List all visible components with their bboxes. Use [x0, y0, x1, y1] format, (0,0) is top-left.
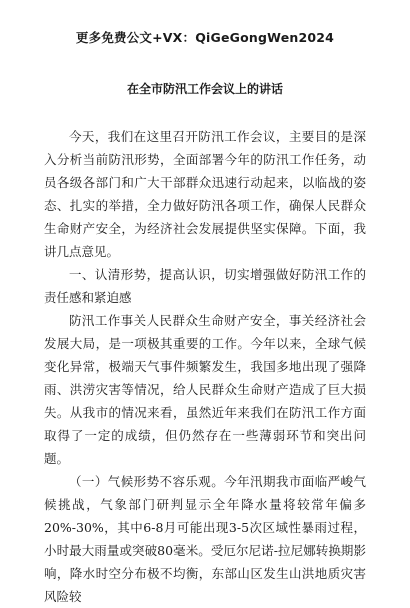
document-body	[44, 125, 366, 608]
paragraph-intro: 今天，我们在这里召开防汛工作会议，主要目的是深入分析当前防汛形势，全面部署今年的防汛工作任务，动员各级各部门和广大干部群众迅速行动起来，以临战的姿态、扎实的举措，全力做好防汛各项工作，确保人民群众生命财产安全，为经济社会发展提供坚实保障。下面，我讲几点意见。	[44, 129, 366, 259]
paragraph-section-1: 防汛工作事关人民群众生命财产安全，事关经济社会发展大局，是一项极其重要的工作。今年以来，全球气候变化异常，极端天气事件频繁发生，我国多地出现了强降雨、洪涝灾害等情况，给人民群众生命财产造成了巨大损失。从我市的情况来看，虽然近年来我们在防汛工作方面取得了一定的成绩，但仍然存在一些薄弱环节和突出问题。	[44, 313, 366, 466]
paragraph-subsection-1: （一）气候形势不容乐观。今年汛期我市面临严峻气候挑战，气象部门研判显示全年降水量将较常年偏多20%-30%，其中6-8月可能出现3-5次区域性暴雨过程，小时最大雨量或突破80毫米。受厄尔尼诺-拉尼娜转换期影响，降水时空分布极不均衡，东部山区发生山洪地质灾害风险较	[44, 474, 366, 604]
section-heading-1: 一、认清形势，提高认识，切实增强做好防汛工作的责任感和紧迫感	[44, 267, 366, 305]
watermark-header: 更多免费公文+VX：QiGeGongWen2024	[75, 30, 335, 45]
document-title: 在全市防汛工作会议上的讲话	[126, 82, 283, 96]
